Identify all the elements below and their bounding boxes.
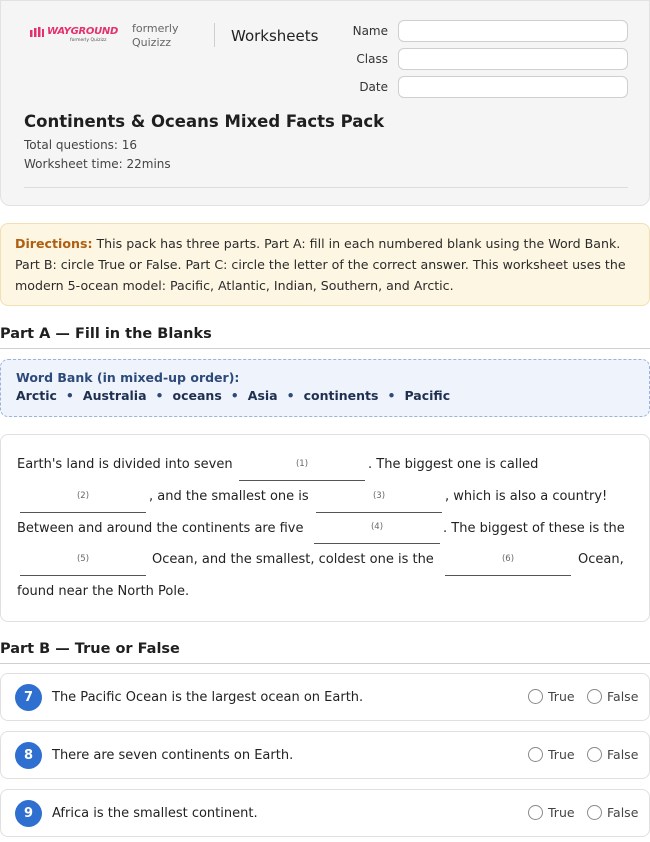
header-divider — [214, 23, 215, 47]
question-row — [0, 731, 650, 779]
word-bank-word: Pacific — [404, 388, 451, 403]
wayground-logo — [30, 26, 118, 43]
answer-blank-1[interactable] — [239, 459, 365, 481]
word-separator: • — [155, 388, 164, 403]
date-label: Date — [359, 80, 388, 94]
question-number-badge: 9 — [15, 800, 42, 827]
true-label: True — [548, 689, 575, 704]
page-title: Continents & Oceans Mixed Facts Pack — [24, 112, 385, 131]
question-row — [0, 789, 650, 837]
answer-blank-5[interactable] — [20, 554, 146, 576]
blank-number: (6) — [501, 554, 515, 564]
passage-text: Earth's land is divided into seven — [17, 457, 233, 472]
word-separator: • — [286, 388, 295, 403]
word-separator: • — [230, 388, 239, 403]
total-questions: Total questions: 16 — [24, 138, 138, 152]
radio-circle-icon[interactable] — [587, 805, 602, 820]
class-label: Class — [356, 52, 388, 66]
worksheets-label: Worksheets — [231, 27, 319, 45]
question-row — [0, 673, 650, 721]
false-label: False — [607, 805, 639, 820]
blank-number: (2) — [76, 491, 90, 501]
class-field[interactable] — [398, 48, 628, 70]
word-bank — [0, 359, 650, 417]
false-option[interactable] — [587, 747, 638, 762]
passage-text: . The biggest one is called — [368, 457, 539, 472]
word-bank-word: Arctic — [16, 388, 57, 403]
false-option[interactable] — [587, 689, 638, 704]
logo-mark-icon — [30, 27, 44, 37]
question-text: Africa is the smallest continent. — [52, 806, 258, 821]
name-label: Name — [352, 24, 388, 38]
blank-number: (4) — [370, 522, 384, 532]
directions-text: This pack has three parts. Part A: fill in each numbered blank using the Word Bank. Part B: circle True or False. Part C: circle the letter of the correct answer. This worksheet uses the modern 5-ocean model: Pacific, Atlantic, Indian, Southern, and Arctic. — [15, 236, 626, 293]
true-option[interactable] — [528, 805, 575, 820]
logo-subtext: formerly Quizizz — [70, 38, 107, 43]
question-number-badge: 8 — [15, 742, 42, 769]
logo-text: WAYGROUND — [46, 26, 118, 37]
passage-text: Ocean, and the smallest, coldest one is the — [152, 552, 434, 567]
true-label: True — [548, 747, 575, 762]
formerly-line: formerly — [132, 22, 179, 35]
passage-text: Between and around the continents are five — [17, 521, 304, 536]
answer-blank-3[interactable] — [316, 491, 442, 513]
name-field-row — [341, 20, 631, 42]
answer-blank-2[interactable] — [20, 491, 146, 513]
radio-circle-icon[interactable] — [528, 805, 543, 820]
true-option[interactable] — [528, 689, 575, 704]
radio-circle-icon[interactable] — [528, 747, 543, 762]
word-separator: • — [65, 388, 74, 403]
worksheet-header — [0, 0, 650, 206]
part-b-title: Part B — True or False — [0, 641, 180, 657]
radio-circle-icon[interactable] — [587, 747, 602, 762]
answer-blank-4[interactable] — [314, 522, 440, 544]
date-field[interactable] — [398, 76, 628, 98]
name-field[interactable] — [398, 20, 628, 42]
word-separator: • — [387, 388, 396, 403]
word-bank-words — [16, 388, 634, 403]
date-field-row — [341, 76, 631, 98]
worksheet-time: Worksheet time: 22mins — [24, 157, 171, 171]
radio-circle-icon[interactable] — [528, 689, 543, 704]
question-number-badge: 7 — [15, 684, 42, 711]
word-bank-title: Word Bank (in mixed-up order): — [16, 370, 240, 385]
passage-text: . The biggest of these is the — [443, 521, 625, 536]
blank-number: (5) — [76, 554, 90, 564]
word-bank-word: oceans — [172, 388, 222, 403]
passage-text: , which is also a country! — [445, 489, 608, 504]
part-b-rule — [0, 663, 650, 664]
question-text: The Pacific Ocean is the largest ocean on Earth. — [52, 690, 364, 705]
passage-text: , and the smallest one is — [149, 489, 309, 504]
word-bank-word: continents — [303, 388, 379, 403]
part-a-title: Part A — Fill in the Blanks — [0, 326, 212, 342]
blank-number: (1) — [295, 459, 309, 469]
formerly-note — [132, 22, 179, 50]
true-option[interactable] — [528, 747, 575, 762]
answer-blank-6[interactable] — [445, 554, 571, 576]
true-label: True — [548, 805, 575, 820]
directions-label: Directions: — [15, 236, 93, 251]
passage-text: Ocean, — [578, 552, 624, 567]
false-option[interactable] — [587, 805, 638, 820]
word-bank-word: Australia — [82, 388, 147, 403]
part-a-rule — [0, 348, 650, 349]
fill-in-passage — [0, 434, 650, 622]
quizizz-line: Quizizz — [132, 36, 172, 49]
header-rule — [24, 187, 628, 188]
question-text: There are seven continents on Earth. — [52, 748, 294, 763]
false-label: False — [607, 747, 639, 762]
radio-circle-icon[interactable] — [587, 689, 602, 704]
word-bank-word: Asia — [247, 388, 278, 403]
passage-text: found near the North Pole. — [17, 584, 190, 599]
blank-number: (3) — [372, 491, 386, 501]
false-label: False — [607, 689, 639, 704]
class-field-row — [341, 48, 631, 70]
directions-box — [0, 223, 650, 306]
